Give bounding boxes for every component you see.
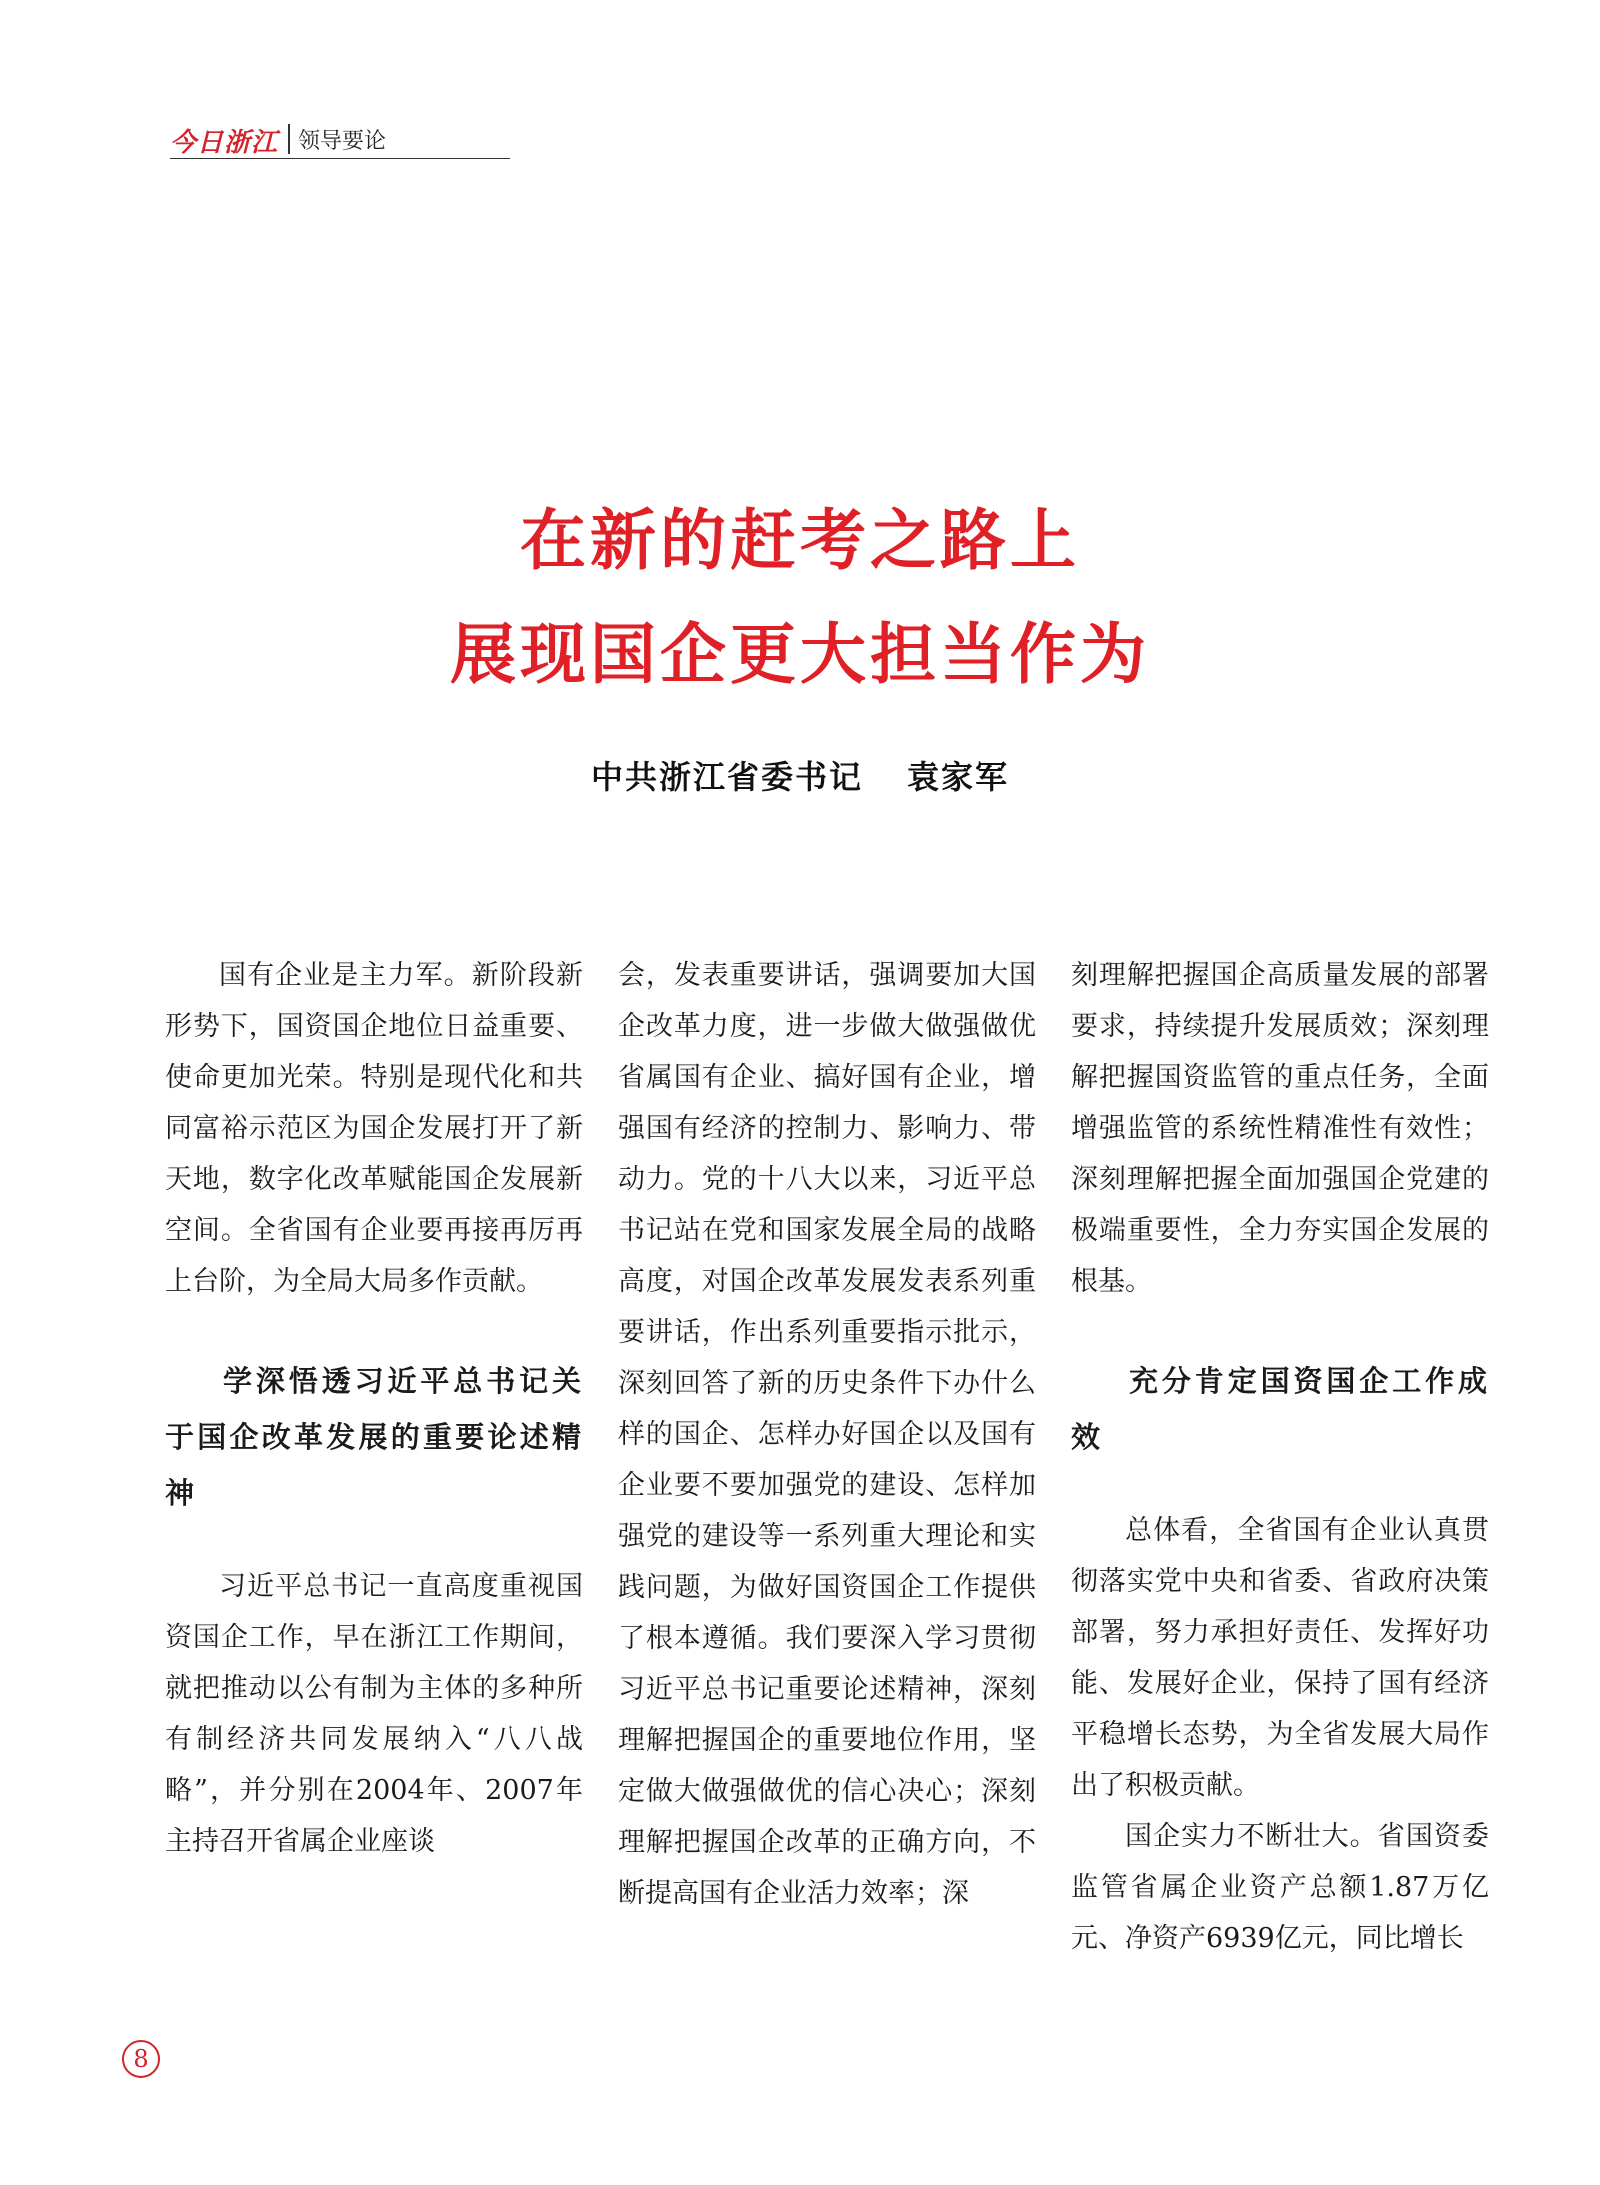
author-name: 袁家军 [907,758,1010,796]
article-column-1 [165,950,583,1990]
author-byline [0,752,1600,798]
magazine-logo: 今日浙江 [170,128,279,158]
section-heading: 学深悟透习近平总书记关于国企改革发展的重要论述精神 [165,1364,583,1510]
article-column-2 [618,950,1036,1990]
section-heading: 充分肯定国资国企工作成效 [1071,1364,1489,1454]
article-title-line2: 展现国企更大担当作为 [450,616,1150,693]
page-header [170,118,510,159]
author-position: 中共浙江省委书记 [590,758,863,796]
article-title-line1: 在新的赶考之路上 [520,502,1080,579]
paragraph: 国企实力不断壮大。省国资委监管省属企业资产总额1.87万亿元、净资产6939亿元，同比增长 [1071,1821,1489,1954]
header-divider [288,124,290,154]
paragraph: 总体看，全省国有企业认真贯彻落实党中央和省委、省政府决策部署，努力承担好责任、发挥好功能、发展好企业，保持了国有经济平稳增长态势，为全省发展大局作出了积极贡献。 [1071,1515,1489,1801]
article-column-3 [1071,950,1489,1990]
paragraph: 国有企业是主力军。新阶段新形势下，国资国企地位日益重要、使命更加光荣。特别是现代化和共同富裕示范区为国企发展打开了新天地，数字化改革赋能国企发展新空间。全省国有企业要再接再厉再上台阶，为全局大局多作贡献。 [165,960,583,1297]
paragraph: 刻理解把握国企高质量发展的部署要求，持续提升发展质效；深刻理解把握国资监管的重点任务，全面增强监管的系统性精准性有效性；深刻理解把握全面加强国企党建的极端重要性，全力夯实国企发展的根基。 [1071,960,1489,1297]
page-number: 8 [122,2040,160,2078]
section-label: 领导要论 [298,129,387,154]
paragraph: 习近平总书记一直高度重视国资国企工作，早在浙江工作期间，就把推动以公有制为主体的多种所有制经济共同发展纳入“八八战略”，并分别在2004年、2007年主持召开省属企业座谈 [165,1571,583,1857]
paragraph: 会，发表重要讲话，强调要加大国企改革力度，进一步做大做强做优省属国有企业、搞好国有企业，增强国有经济的控制力、影响力、带动力。党的十八大以来，习近平总书记站在党和国家发展全局的战略高度，对国企改革发展发表系列重要讲话，作出系列重要指示批示，深刻回答了新的历史条件下办什么样的国企、怎样办好国企以及国有企业要不要加强党的建设、怎样加强党的建设等一系列重大理论和实践问题，为做好国资国企工作提供了根本遵循。我们要深入学习贯彻习近平总书记重要论述精神，深刻理解把握国企的重要地位作用，坚定做大做强做优的信心决心；深刻理解把握国企改革的正确方向，不断提高国有企业活力效率；深 [618,960,1036,1909]
